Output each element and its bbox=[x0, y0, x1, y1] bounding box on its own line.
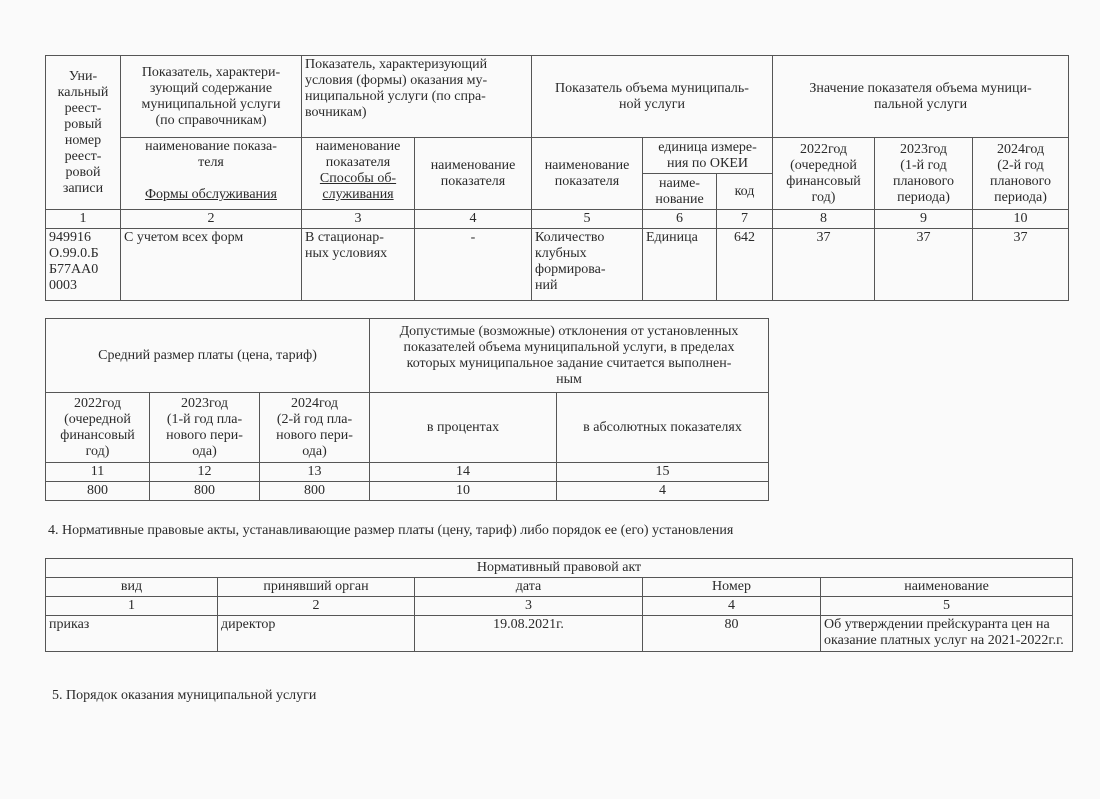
table-row bbox=[46, 229, 1069, 301]
column-number: 4 bbox=[415, 210, 532, 229]
header-legal-act: Нормативный правовой акт bbox=[46, 559, 1073, 578]
subheader-unit-name: наиме- нование bbox=[643, 174, 717, 210]
cell-volume-name: Количество клубных формирова- ний bbox=[532, 229, 643, 301]
column-number: 8 bbox=[773, 210, 875, 229]
cell-price-2023: 800 bbox=[150, 482, 260, 501]
column-header-authority: принявший орган bbox=[218, 578, 415, 597]
subheader-condition-name-2: наименование показателя bbox=[415, 138, 532, 210]
column-number: 9 bbox=[875, 210, 973, 229]
cell-condition: В стационар- ных условиях bbox=[302, 229, 415, 301]
column-number: 2 bbox=[218, 597, 415, 616]
volume-indicator-table bbox=[45, 55, 1069, 301]
subheader-unit-code: код bbox=[717, 174, 773, 210]
column-number: 5 bbox=[532, 210, 643, 229]
header-allowed-deviation: Допустимые (возможные) отклонения от установленных показателей объема муниципальной услуги, в пределах которых муниципальное задание считается выполнен- ным bbox=[370, 319, 769, 393]
column-number: 1 bbox=[46, 210, 121, 229]
column-number: 11 bbox=[46, 463, 150, 482]
subheader-year-2024: 2024год (2-й год пла- нового пери- ода) bbox=[260, 393, 370, 463]
cell-act-number: 80 bbox=[643, 616, 821, 652]
subheader-year-2022: 2022год (очередной финансовый год) bbox=[46, 393, 150, 463]
column-number: 7 bbox=[717, 210, 773, 229]
section-4-heading: 4. Нормативные правовые акты, устанавливающие размер платы (цену, тариф) либо порядок ее (его) установления bbox=[48, 523, 734, 538]
cell-condition-2: - bbox=[415, 229, 532, 301]
cell-unit-name: Единица bbox=[643, 229, 717, 301]
subheader-condition-name: наименование показателя Способы об- служивания bbox=[302, 138, 415, 210]
column-number: 14 bbox=[370, 463, 557, 482]
legal-acts-table bbox=[45, 558, 1073, 652]
column-number: 6 bbox=[643, 210, 717, 229]
table-row bbox=[46, 482, 769, 501]
cell-unit-code: 642 bbox=[717, 229, 773, 301]
cell-price-2022: 800 bbox=[46, 482, 150, 501]
header-content-indicator: Показатель, характери- зующий содержание муниципальной услуги (по справочникам) bbox=[121, 56, 302, 138]
column-header-date: дата bbox=[415, 578, 643, 597]
column-number: 5 bbox=[821, 597, 1073, 616]
section-5-heading: 5. Порядок оказания муниципальной услуги bbox=[52, 688, 317, 703]
column-number: 1 bbox=[46, 597, 218, 616]
subheader-content-name: наименование показа- теля Формы обслуживания bbox=[121, 138, 302, 210]
subheader-absolute: в абсолютных показателях bbox=[557, 393, 769, 463]
column-header-number: Номер bbox=[643, 578, 821, 597]
cell-value-2022: 37 bbox=[773, 229, 875, 301]
subheader-year-2023: 2023год (1-й год планового периода) bbox=[875, 138, 973, 210]
cell-deviation-absolute: 4 bbox=[557, 482, 769, 501]
subheader-volume-name: наименование показателя bbox=[532, 138, 643, 210]
cell-value-2023: 37 bbox=[875, 229, 973, 301]
header-conditions-indicator: Показатель, характеризующий условия (формы) оказания му- ниципальной услуги (по спра- вочникам) bbox=[302, 56, 532, 138]
cell-act-date: 19.08.2021г. bbox=[415, 616, 643, 652]
cell-act-title: Об утверждении прейскуранта цен на оказание платных услуг на 2021-2022г.г. bbox=[821, 616, 1073, 652]
subheader-year-2024: 2024год (2-й год планового периода) bbox=[973, 138, 1069, 210]
cell-registry-number: 949916 О.99.0.Б Б77АА0 0003 bbox=[46, 229, 121, 301]
column-header-type: вид bbox=[46, 578, 218, 597]
cell-deviation-percent: 10 bbox=[370, 482, 557, 501]
column-number: 4 bbox=[643, 597, 821, 616]
column-number: 3 bbox=[415, 597, 643, 616]
column-number: 13 bbox=[260, 463, 370, 482]
column-number: 3 bbox=[302, 210, 415, 229]
header-volume-value: Значение показателя объема муници- пальной услуги bbox=[773, 56, 1069, 138]
subheader-year-2023: 2023год (1-й год пла- нового пери- ода) bbox=[150, 393, 260, 463]
column-number: 10 bbox=[973, 210, 1069, 229]
table-row bbox=[46, 616, 1073, 652]
price-deviation-table bbox=[45, 318, 769, 501]
column-number: 12 bbox=[150, 463, 260, 482]
column-number: 2 bbox=[121, 210, 302, 229]
subheader-percent: в процентах bbox=[370, 393, 557, 463]
cell-value-2024: 37 bbox=[973, 229, 1069, 301]
subheader-okei-unit: единица измере- ния по ОКЕИ bbox=[643, 138, 773, 174]
column-number: 15 bbox=[557, 463, 769, 482]
cell-act-type: приказ bbox=[46, 616, 218, 652]
subheader-year-2022: 2022год (очередной финансовый год) bbox=[773, 138, 875, 210]
cell-price-2024: 800 bbox=[260, 482, 370, 501]
header-volume-indicator: Показатель объема муниципаль- ной услуги bbox=[532, 56, 773, 138]
header-unique-number: Уни- кальный реест- ровый номер реест- ровой записи bbox=[46, 56, 121, 210]
cell-act-authority: директор bbox=[218, 616, 415, 652]
column-header-title: наименование bbox=[821, 578, 1073, 597]
header-average-price: Средний размер платы (цена, тариф) bbox=[46, 319, 370, 393]
cell-content: С учетом всех форм bbox=[121, 229, 302, 301]
